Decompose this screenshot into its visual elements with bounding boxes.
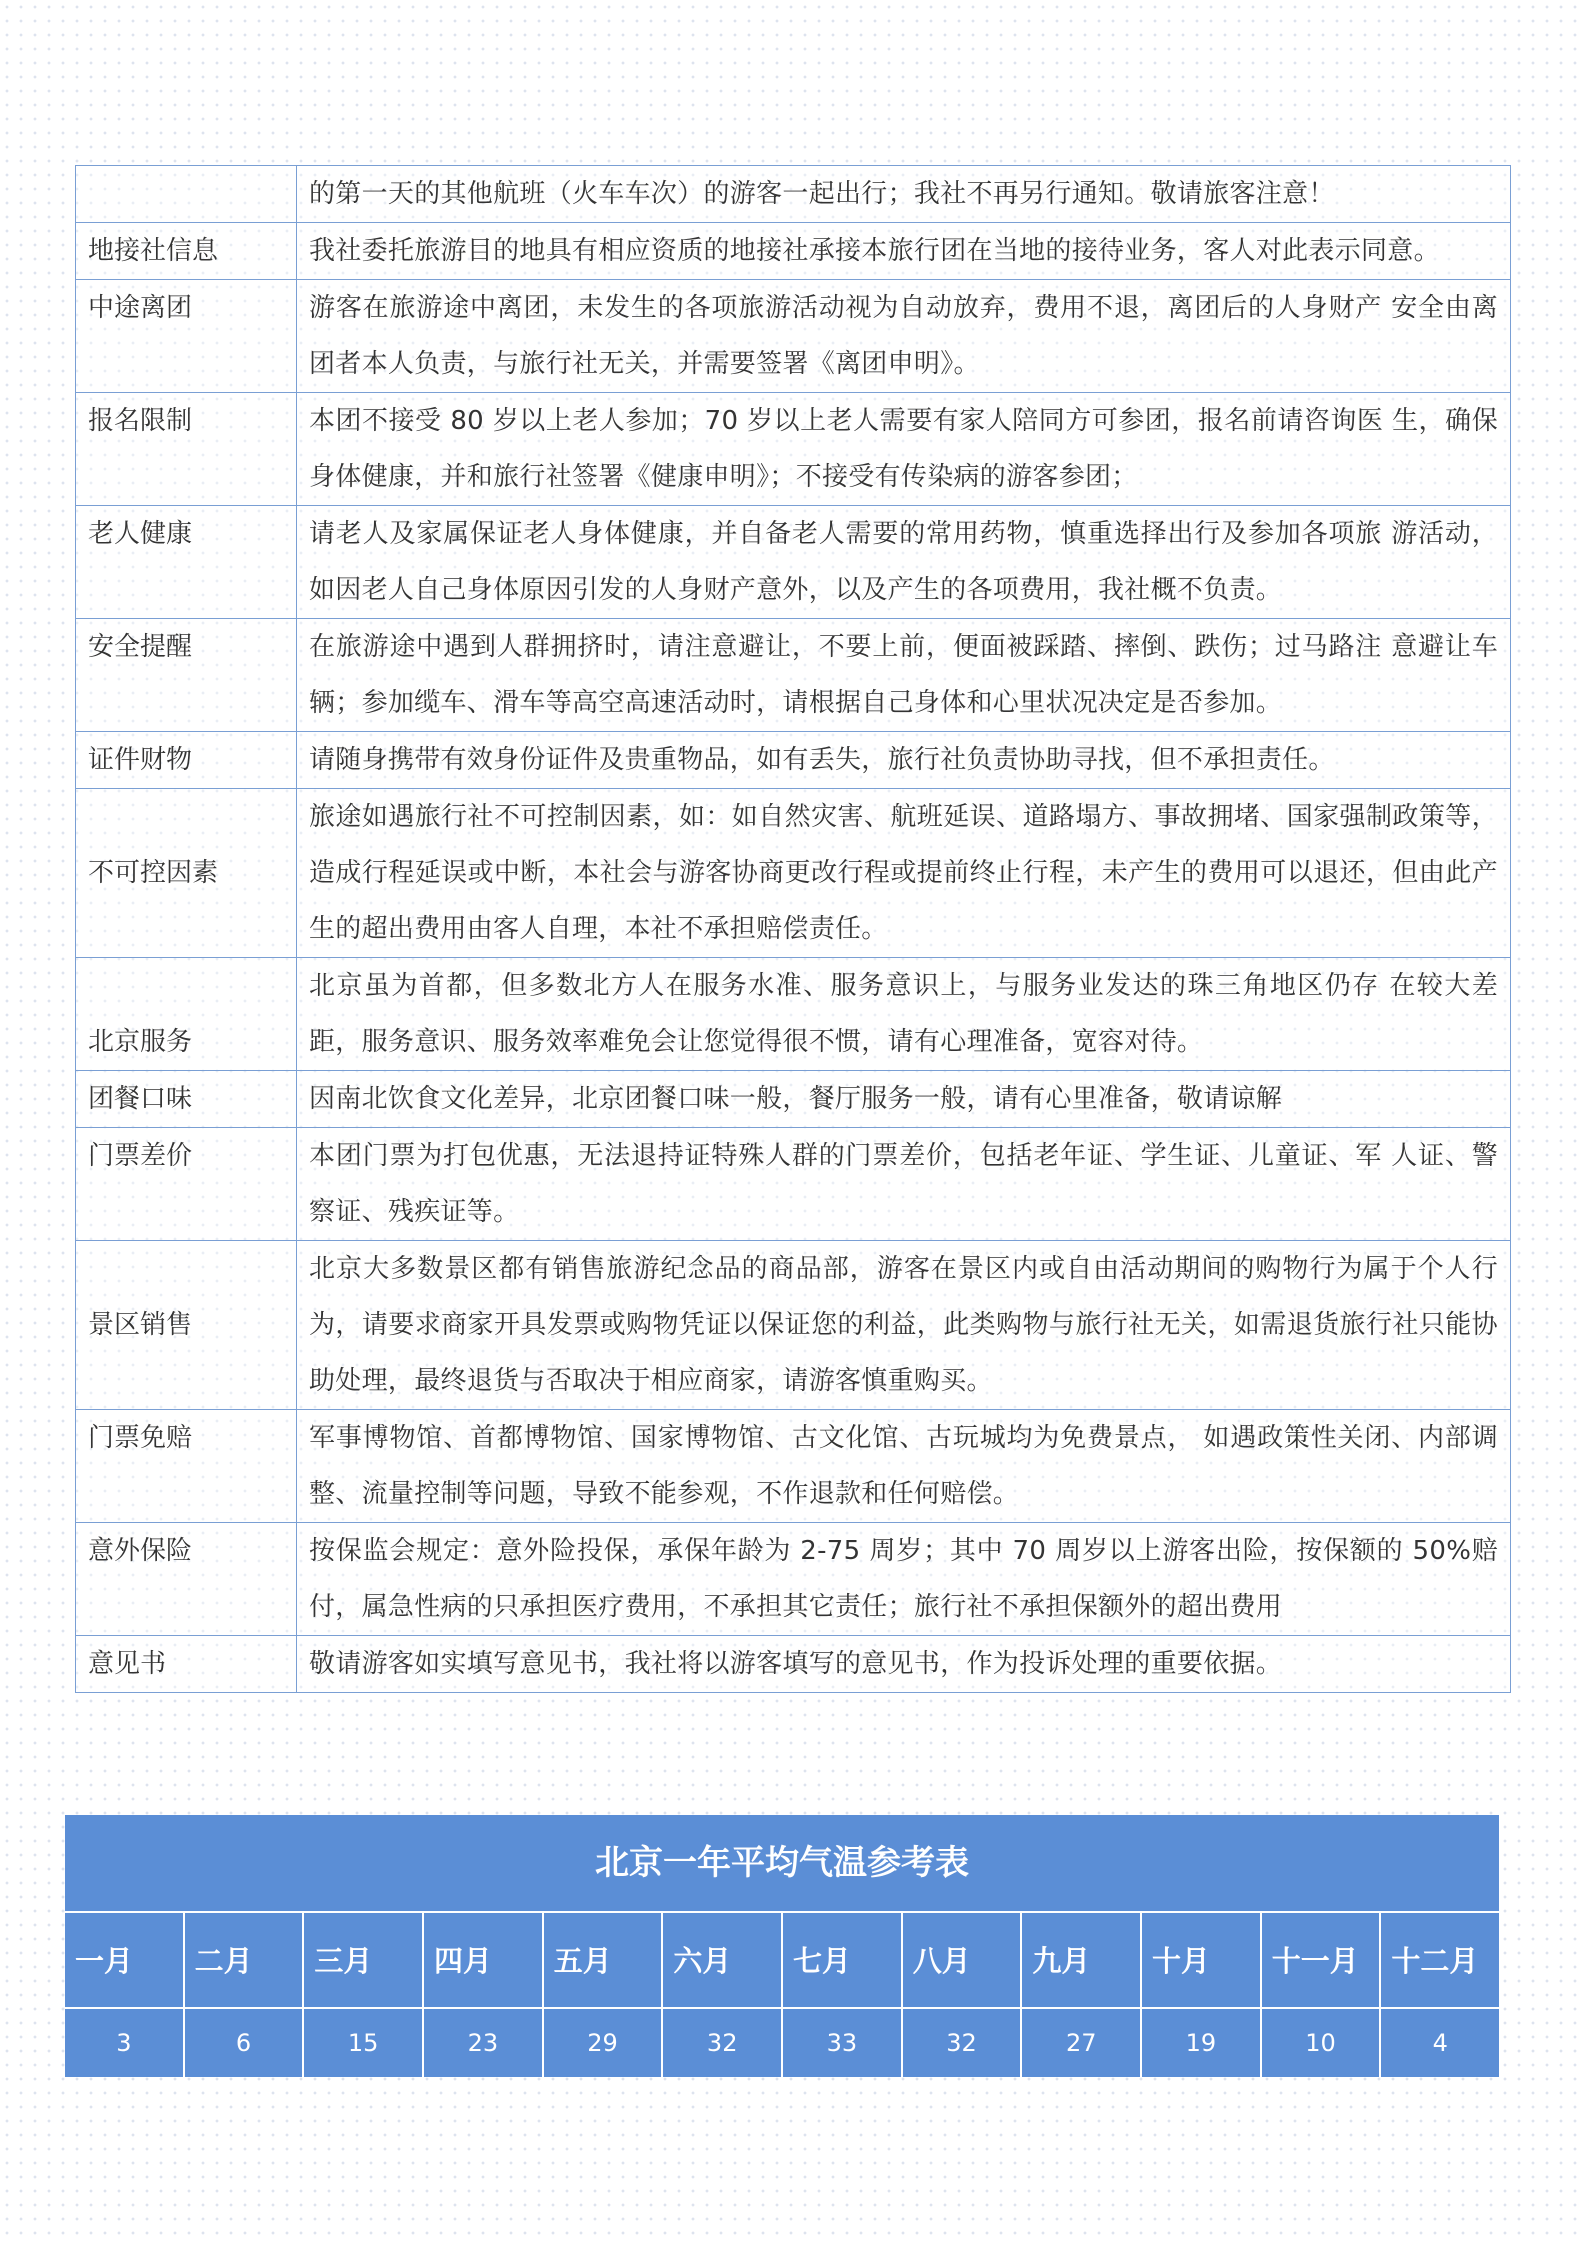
temperature-value-cell: 29 xyxy=(544,2009,664,2077)
temperature-value-cell: 10 xyxy=(1262,2009,1382,2077)
notes-label: 门票差价 xyxy=(76,1128,297,1241)
temperature-value-cell: 27 xyxy=(1022,2009,1142,2077)
notes-content: 在旅游途中遇到人群拥挤时，请注意避让，不要上前，便面被踩踏、摔倒、跌伤；过马路注 意避让车辆；参加缆车、滑车等高空高速活动时，请根据自己身体和心里状况决定是否参加。 xyxy=(297,619,1511,732)
notes-content: 请老人及家属保证老人身体健康，并自备老人需要的常用药物，慎重选择出行及参加各项旅 游活动，如因老人自己身体原因引发的人身财产意外，以及产生的各项费用，我社概不负责。 xyxy=(297,506,1511,619)
notes-content: 按保监会规定：意外险投保，承保年龄为 2-75 周岁；其中 70 周岁以上游客出险，按保额的 50%赔付，属急性病的只承担医疗费用，不承担其它责任；旅行社不承担保额外的超出费用 xyxy=(297,1523,1511,1636)
notes-row xyxy=(76,280,1511,393)
notes-row xyxy=(76,223,1511,280)
month-cell: 五月 xyxy=(544,1913,664,2009)
notes-label: 门票免赔 xyxy=(76,1410,297,1523)
travel-notes-table xyxy=(75,165,1511,1693)
notes-row xyxy=(76,619,1511,732)
notes-row xyxy=(76,1128,1511,1241)
temperature-value-row xyxy=(65,2009,1499,2077)
notes-content: 的第一天的其他航班（火车车次）的游客一起出行；我社不再另行通知。敬请旅客注意！ xyxy=(297,166,1511,223)
temperature-value-cell: 32 xyxy=(903,2009,1023,2077)
notes-row xyxy=(76,393,1511,506)
month-cell: 九月 xyxy=(1022,1913,1142,2009)
temperature-value-cell: 15 xyxy=(304,2009,424,2077)
month-cell: 六月 xyxy=(663,1913,783,2009)
notes-label: 不可控因素 xyxy=(76,789,297,958)
month-header-row xyxy=(65,1913,1499,2009)
month-cell: 七月 xyxy=(783,1913,903,2009)
month-cell: 八月 xyxy=(903,1913,1023,2009)
notes-content: 因南北饮食文化差异，北京团餐口味一般，餐厅服务一般，请有心里准备，敬请谅解 xyxy=(297,1071,1511,1128)
notes-row xyxy=(76,1410,1511,1523)
temperature-value-cell: 19 xyxy=(1142,2009,1262,2077)
notes-row xyxy=(76,166,1511,223)
month-cell: 二月 xyxy=(185,1913,305,2009)
notes-row xyxy=(76,1523,1511,1636)
temperature-value-cell: 23 xyxy=(424,2009,544,2077)
month-cell: 十月 xyxy=(1142,1913,1262,2009)
notes-label: 北京服务 xyxy=(76,958,297,1071)
notes-label: 报名限制 xyxy=(76,393,297,506)
notes-label: 意见书 xyxy=(76,1636,297,1693)
notes-label: 老人健康 xyxy=(76,506,297,619)
notes-content: 本团门票为打包优惠，无法退持证特殊人群的门票差价，包括老年证、学生证、儿童证、军 人证、警察证、残疾证等。 xyxy=(297,1128,1511,1241)
temperature-table-title: 北京一年平均气温参考表 xyxy=(65,1815,1499,1913)
notes-label: 景区销售 xyxy=(76,1241,297,1410)
notes-content: 北京虽为首都，但多数北方人在服务水准、服务意识上，与服务业发达的珠三角地区仍存 在较大差距，服务意识、服务效率难免会让您觉得很不惯，请有心理准备，宽容对待。 xyxy=(297,958,1511,1071)
notes-label: 团餐口味 xyxy=(76,1071,297,1128)
notes-content: 我社委托旅游目的地具有相应资质的地接社承接本旅行团在当地的接待业务，客人对此表示同意。 xyxy=(297,223,1511,280)
temperature-value-cell: 33 xyxy=(783,2009,903,2077)
notes-label: 证件财物 xyxy=(76,732,297,789)
notes-label: 安全提醒 xyxy=(76,619,297,732)
temperature-value-cell: 6 xyxy=(185,2009,305,2077)
temperature-table xyxy=(65,1815,1499,2077)
notes-content: 本团不接受 80 岁以上老人参加；70 岁以上老人需要有家人陪同方可参团，报名前请咨询医 生，确保身体健康，并和旅行社签署《健康申明》；不接受有传染病的游客参团； xyxy=(297,393,1511,506)
notes-content: 请随身携带有效身份证件及贵重物品，如有丢失，旅行社负责协助寻找，但不承担责任。 xyxy=(297,732,1511,789)
notes-label: 地接社信息 xyxy=(76,223,297,280)
notes-content: 军事博物馆、首都博物馆、国家博物馆、古文化馆、古玩城均为免费景点， 如遇政策性关闭、内部调整、流量控制等问题，导致不能参观，不作退款和任何赔偿。 xyxy=(297,1410,1511,1523)
month-cell: 一月 xyxy=(65,1913,185,2009)
notes-row xyxy=(76,732,1511,789)
temperature-value-cell: 3 xyxy=(65,2009,185,2077)
month-cell: 四月 xyxy=(424,1913,544,2009)
notes-row xyxy=(76,506,1511,619)
notes-content: 旅途如遇旅行社不可控制因素，如：如自然灾害、航班延误、道路塌方、事故拥堵、国家强制政策等，造成行程延误或中断，本社会与游客协商更改行程或提前终止行程，未产生的费用可以退还，但由此产生的超出费用由客人自理，本社不承担赔偿责任。 xyxy=(297,789,1511,958)
month-cell: 十二月 xyxy=(1381,1913,1499,2009)
notes-content: 北京大多数景区都有销售旅游纪念品的商品部，游客在景区内或自由活动期间的购物行为属于个人行为，请要求商家开具发票或购物凭证以保证您的利益，此类购物与旅行社无关，如需退货旅行社只能协助处理，最终退货与否取决于相应商家，请游客慎重购买。 xyxy=(297,1241,1511,1410)
notes-content: 敬请游客如实填写意见书，我社将以游客填写的意见书，作为投诉处理的重要依据。 xyxy=(297,1636,1511,1693)
month-cell: 三月 xyxy=(304,1913,424,2009)
notes-label xyxy=(76,166,297,223)
notes-content: 游客在旅游途中离团，未发生的各项旅游活动视为自动放弃，费用不退，离团后的人身财产 安全由离团者本人负责，与旅行社无关，并需要签署《离团申明》。 xyxy=(297,280,1511,393)
month-cell: 十一月 xyxy=(1262,1913,1382,2009)
notes-row xyxy=(76,1241,1511,1410)
temperature-value-cell: 4 xyxy=(1432,2029,1448,2057)
notes-label: 中途离团 xyxy=(76,280,297,393)
notes-row xyxy=(76,958,1511,1071)
notes-row xyxy=(76,789,1511,958)
notes-row xyxy=(76,1636,1511,1693)
notes-label: 意外保险 xyxy=(76,1523,297,1636)
notes-row xyxy=(76,1071,1511,1128)
temperature-value-cell: 32 xyxy=(663,2009,783,2077)
